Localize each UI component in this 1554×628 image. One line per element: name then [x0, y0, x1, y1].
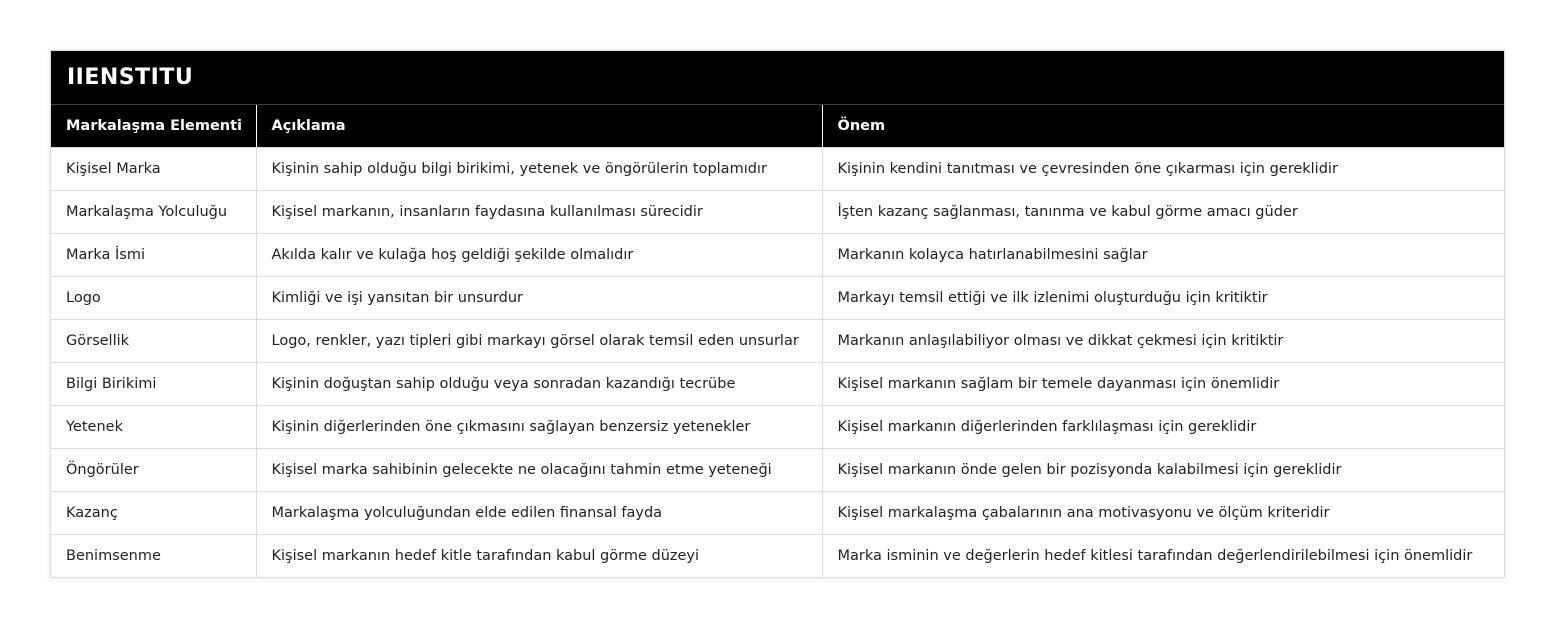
column-header-description: Açıklama [256, 105, 822, 148]
brand-title: IIENSTITU [67, 65, 194, 90]
cell-description: Logo, renkler, yazı tipleri gibi markayı görsel olarak temsil eden unsurlar [256, 320, 822, 363]
table-row [51, 535, 1504, 578]
table-row [51, 191, 1504, 234]
column-header-element: Markalaşma Elementi [51, 105, 256, 148]
table-row [51, 449, 1504, 492]
table-row [51, 492, 1504, 535]
cell-element: Yetenek [51, 406, 256, 449]
cell-element: Görsellik [51, 320, 256, 363]
cell-description: Kişisel markanın hedef kitle tarafından kabul görme düzeyi [256, 535, 822, 578]
brand-header [51, 51, 1504, 105]
table-row [51, 320, 1504, 363]
cell-description: Kişisel marka sahibinin gelecekte ne olacağını tahmin etme yeteneği [256, 449, 822, 492]
cell-importance: İşten kazanç sağlanması, tanınma ve kabul görme amacı güder [822, 191, 1504, 234]
table-row [51, 363, 1504, 406]
cell-importance: Kişisel markalaşma çabalarının ana motivasyonu ve ölçüm kriteridir [822, 492, 1504, 535]
header-row [51, 105, 1504, 148]
cell-importance: Marka isminin ve değerlerin hedef kitlesi tarafından değerlendirilebilmesi için önemlidir [822, 535, 1504, 578]
cell-importance: Markayı temsil ettiği ve ilk izlenimi oluşturduğu için kritiktir [822, 277, 1504, 320]
cell-description: Kişinin diğerlerinden öne çıkmasını sağlayan benzersiz yetenekler [256, 406, 822, 449]
cell-importance: Kişisel markanın sağlam bir temele dayanması için önemlidir [822, 363, 1504, 406]
cell-element: Marka İsmi [51, 234, 256, 277]
cell-importance: Markanın kolayca hatırlanabilmesini sağlar [822, 234, 1504, 277]
cell-importance: Kişisel markanın diğerlerinden farklılaşması için gereklidir [822, 406, 1504, 449]
cell-description: Kişinin doğuştan sahip olduğu veya sonradan kazandığı tecrübe [256, 363, 822, 406]
column-header-importance: Önem [822, 105, 1504, 148]
table-card [50, 50, 1505, 578]
cell-importance: Kişinin kendini tanıtması ve çevresinden öne çıkarması için gereklidir [822, 148, 1504, 191]
table-body [51, 148, 1504, 578]
table-row [51, 234, 1504, 277]
table-header [51, 105, 1504, 148]
cell-element: Kişisel Marka [51, 148, 256, 191]
cell-description: Kişisel markanın, insanların faydasına kullanılması sürecidir [256, 191, 822, 234]
cell-element: Logo [51, 277, 256, 320]
cell-element: Bilgi Birikimi [51, 363, 256, 406]
table-row [51, 406, 1504, 449]
cell-element: Öngörüler [51, 449, 256, 492]
cell-element: Markalaşma Yolculuğu [51, 191, 256, 234]
cell-description: Kimliği ve işi yansıtan bir unsurdur [256, 277, 822, 320]
cell-importance: Markanın anlaşılabiliyor olması ve dikkat çekmesi için kritiktir [822, 320, 1504, 363]
table-row [51, 277, 1504, 320]
cell-importance: Kişisel markanın önde gelen bir pozisyonda kalabilmesi için gereklidir [822, 449, 1504, 492]
cell-description: Akılda kalır ve kulağa hoş geldiği şekilde olmalıdır [256, 234, 822, 277]
branding-table [51, 105, 1504, 577]
table-row [51, 148, 1504, 191]
cell-element: Kazanç [51, 492, 256, 535]
cell-description: Markalaşma yolculuğundan elde edilen finansal fayda [256, 492, 822, 535]
cell-description: Kişinin sahip olduğu bilgi birikimi, yetenek ve öngörülerin toplamıdır [256, 148, 822, 191]
cell-element: Benimsenme [51, 535, 256, 578]
